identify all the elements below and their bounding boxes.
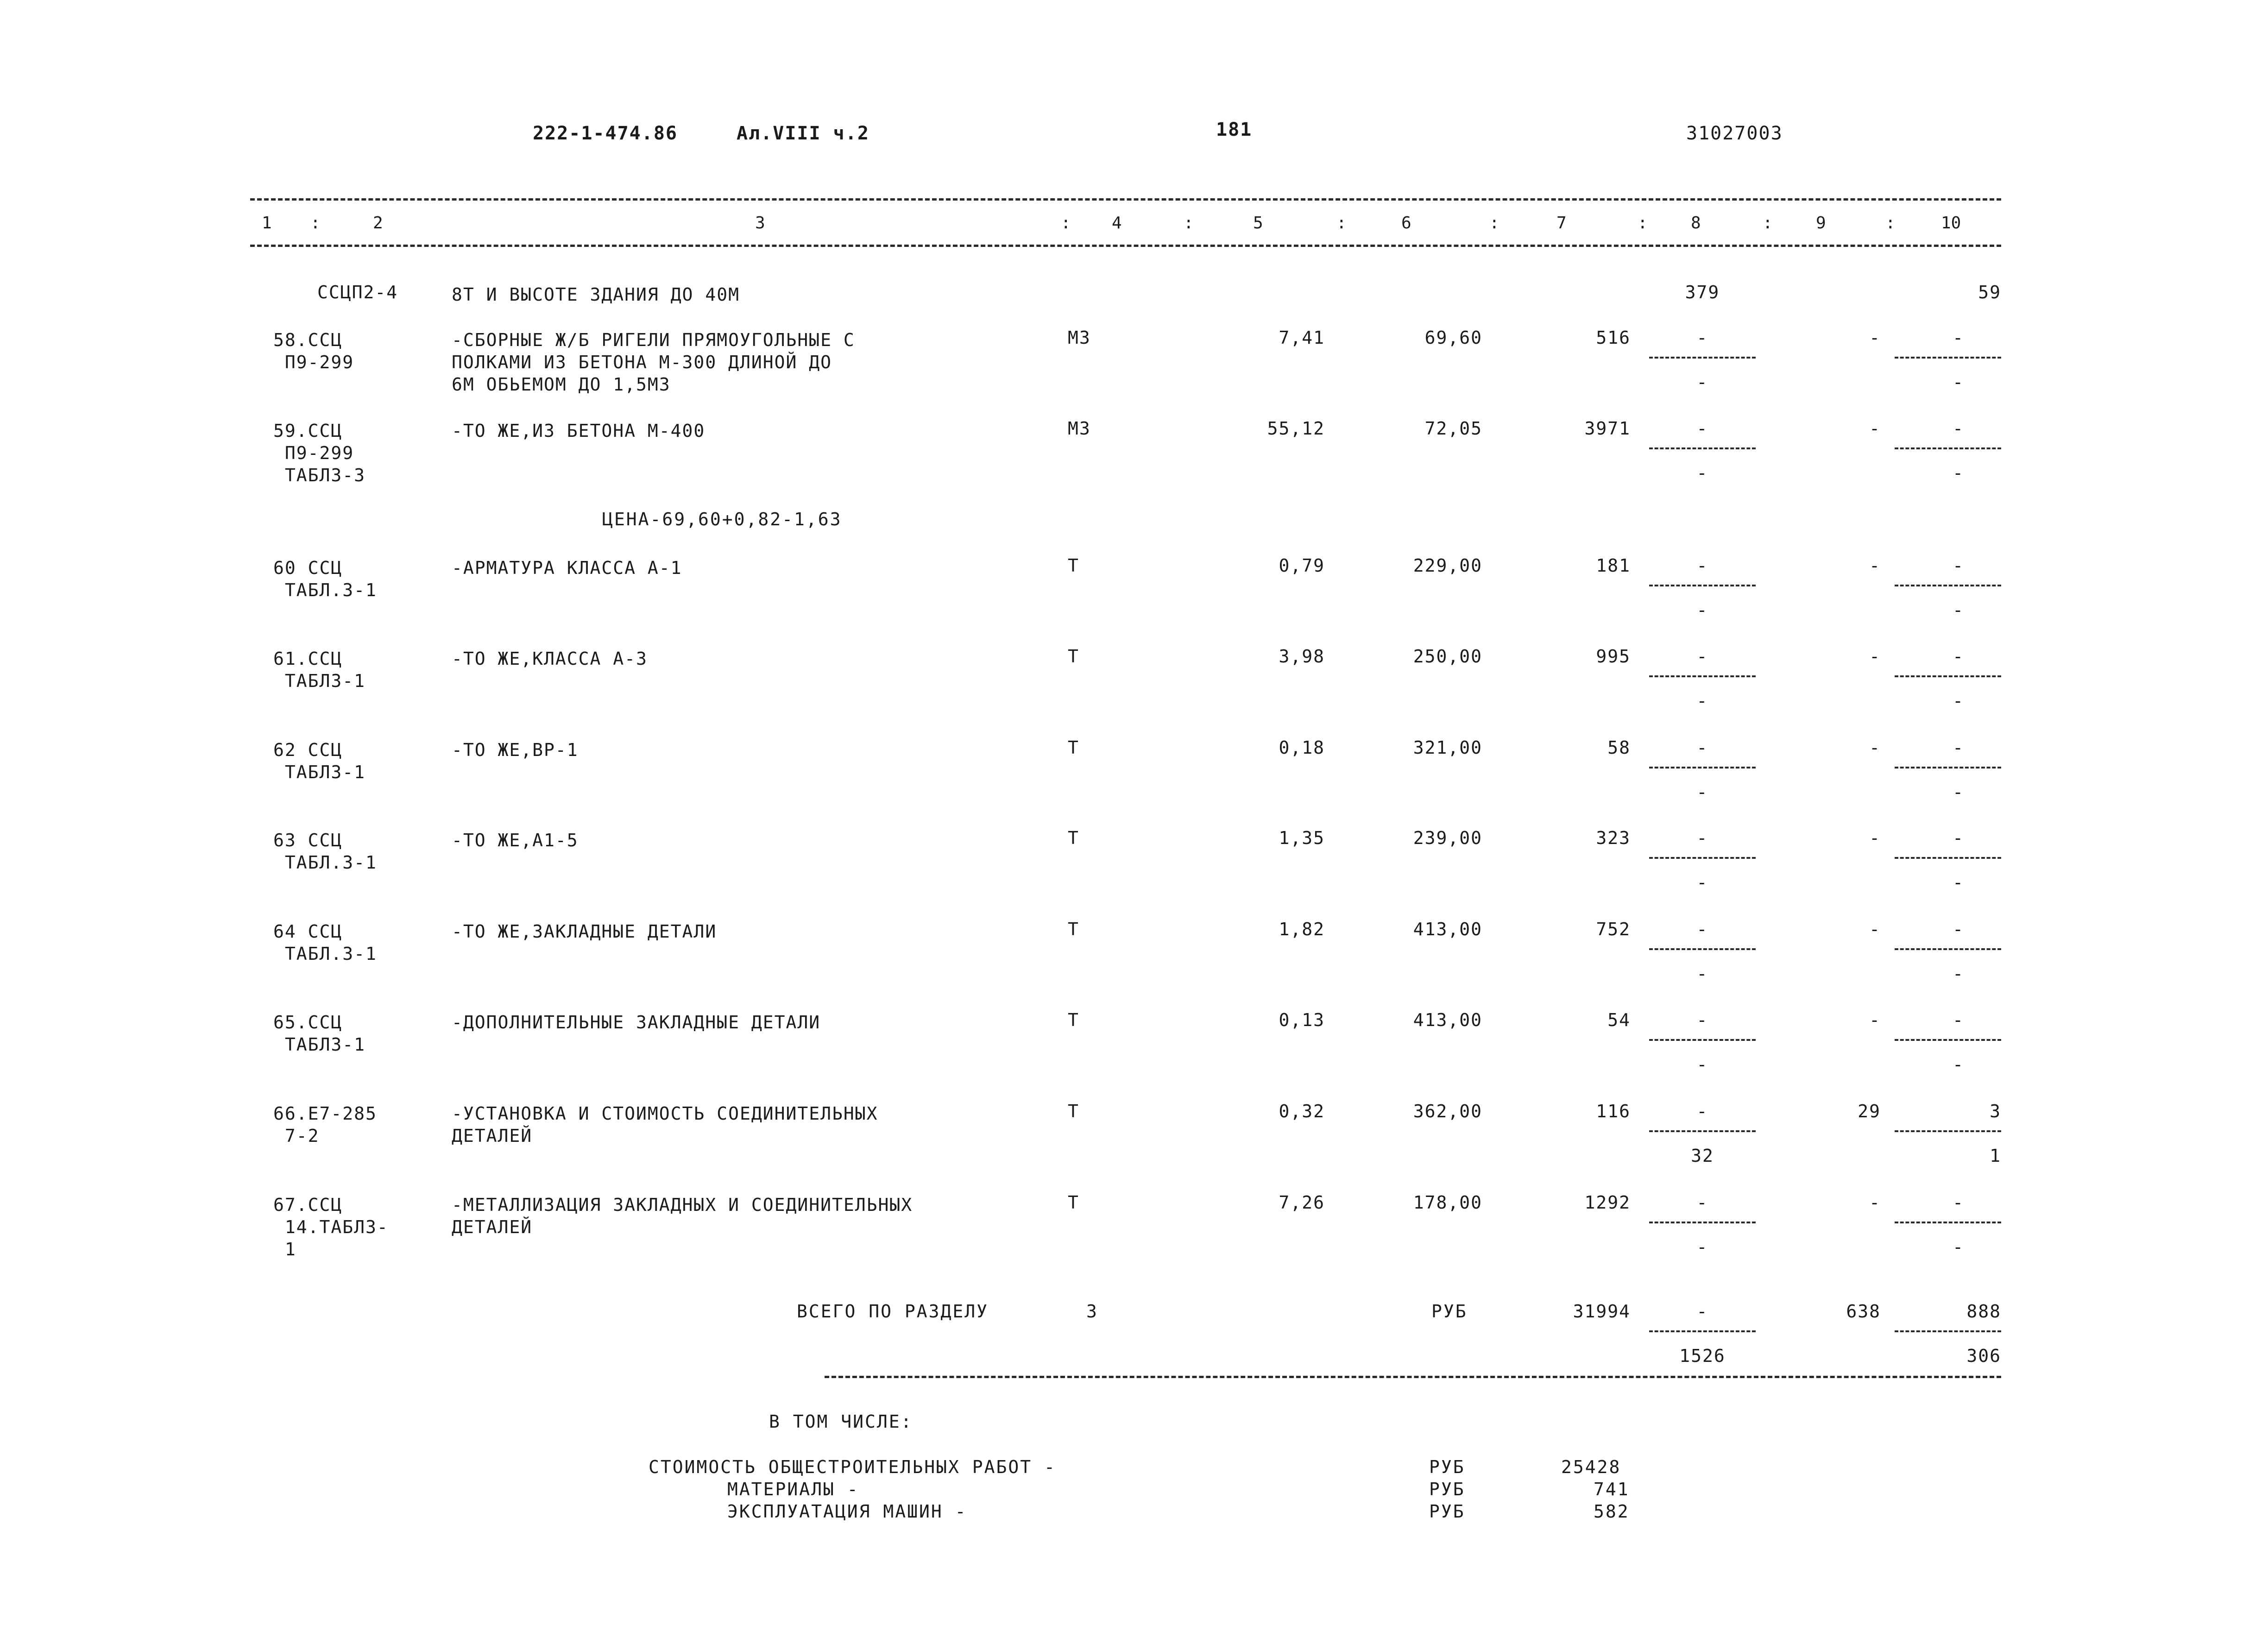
row-code: 60 ССЦ ТАБЛ.3-1 xyxy=(273,558,377,600)
row-col10-bottom: - xyxy=(1953,691,1964,711)
row-total: 181 xyxy=(1596,555,1631,576)
fraction-line xyxy=(1895,857,2001,859)
section-code: ССЦП2-4 xyxy=(317,282,398,302)
row-col8-top: - xyxy=(1696,1101,1708,1121)
row-code: 58.ССЦ П9-299 xyxy=(273,330,354,372)
fraction-line xyxy=(1895,675,2001,677)
row-unit-price: 72,05 xyxy=(1424,418,1482,439)
col-sep: : xyxy=(310,214,321,233)
row-col9: - xyxy=(1869,737,1881,758)
row-total: 116 xyxy=(1596,1101,1631,1121)
row-unit: Т xyxy=(1068,828,1079,848)
row-col8-top: - xyxy=(1696,646,1708,667)
row-col8-bottom: - xyxy=(1696,600,1708,620)
row-code: 63 ССЦ ТАБЛ.3-1 xyxy=(273,830,377,873)
col-number-2: 2 xyxy=(373,214,383,233)
row-code: 62 ССЦ ТАБЛ3-1 xyxy=(273,740,366,782)
row-total: 516 xyxy=(1596,328,1631,348)
col-sep: : xyxy=(1638,214,1648,233)
row-unit: М3 xyxy=(1068,328,1091,348)
total-col10-top: 888 xyxy=(1966,1301,2001,1322)
fraction-line xyxy=(1649,948,1756,950)
breakdown-label: СТОИМОСТЬ ОБЩЕСТРОИТЕЛЬНЫХ РАБОТ - xyxy=(649,1457,1056,1477)
breakdown-value: 582 xyxy=(1594,1501,1630,1522)
row-code: 65.ССЦ ТАБЛ3-1 xyxy=(273,1012,366,1055)
fraction-line xyxy=(1895,1222,2001,1223)
row-col10-bottom: - xyxy=(1953,782,1964,802)
breakdown-label: ЭКСПЛУАТАЦИЯ МАШИН - xyxy=(727,1501,967,1522)
col-sep: : xyxy=(1061,214,1071,233)
row-col8-top: - xyxy=(1696,1192,1708,1213)
row-unit: Т xyxy=(1068,1101,1079,1121)
total-col10-bottom: 306 xyxy=(1966,1346,2001,1366)
row-col10-top: - xyxy=(1953,646,1964,667)
row-col8-top: - xyxy=(1696,328,1708,348)
row-col10-bottom: - xyxy=(1953,872,1964,893)
fraction-line xyxy=(1895,1130,2001,1132)
fraction-line xyxy=(1895,585,2001,586)
row-col10-bottom: - xyxy=(1953,372,1964,392)
row-description: -СБОРНЫЕ Ж/Б РИГЕЛИ ПРЯМОУГОЛЬНЫЕ С ПОЛКАМИ ИЗ БЕТОНА М-300 ДЛИНОЙ ДО 6М ОБЬЕМОМ ДО 1,5М3 xyxy=(452,330,855,395)
total-label: ВСЕГО ПО РАЗДЕЛУ xyxy=(797,1301,989,1322)
row-col8-top: - xyxy=(1696,555,1708,576)
album-label: Ал.VIII ч.2 xyxy=(737,123,869,144)
fraction-line xyxy=(1895,948,2001,950)
row-unit-price: 69,60 xyxy=(1424,328,1482,348)
row-col8-bottom: - xyxy=(1696,872,1708,893)
row-col8-top: - xyxy=(1696,828,1708,848)
row-quantity: 3,98 xyxy=(1279,646,1325,667)
row-total: 54 xyxy=(1607,1010,1631,1030)
row-col10-top: - xyxy=(1953,555,1964,576)
fraction-line xyxy=(1895,767,2001,768)
row-col8-top: - xyxy=(1696,418,1708,439)
row-col10-bottom: - xyxy=(1953,463,1964,483)
row-col10-bottom: - xyxy=(1953,964,1964,984)
row-col10-top: - xyxy=(1953,1010,1964,1030)
row-code: 67.ССЦ 14.ТАБЛ3- 1 xyxy=(273,1195,389,1260)
col-sep: : xyxy=(1336,214,1347,233)
row-unit-price: 321,00 xyxy=(1413,737,1482,758)
row-total: 3971 xyxy=(1584,418,1631,439)
row-col9: - xyxy=(1869,1010,1881,1030)
row-col10-bottom: - xyxy=(1953,600,1964,620)
row-total: 995 xyxy=(1596,646,1631,667)
fraction-line xyxy=(1895,357,2001,359)
col-sep: : xyxy=(1763,214,1773,233)
row-code: 61.ССЦ ТАБЛ3-1 xyxy=(273,649,366,691)
document-number: 31027003 xyxy=(1686,123,1783,144)
row-description: -АРМАТУРА КЛАССА А-1 xyxy=(452,558,682,578)
total-unit: РУБ xyxy=(1431,1301,1468,1322)
col-number-8: 8 xyxy=(1691,214,1701,233)
row-unit-price: 229,00 xyxy=(1413,555,1482,576)
row-col8-bottom: - xyxy=(1696,964,1708,984)
row-unit: М3 xyxy=(1068,418,1091,439)
row-description: -МЕТАЛЛИЗАЦИЯ ЗАКЛАДНЫХ И СОЕДИНИТЕЛЬНЫХ ДЕТАЛЕЙ xyxy=(452,1195,913,1237)
breakdown-heading: В ТОМ ЧИСЛЕ: xyxy=(769,1411,913,1432)
row-col8-bottom: - xyxy=(1696,1237,1708,1257)
col-number-4: 4 xyxy=(1112,214,1122,233)
row-col10-bottom: 1 xyxy=(1990,1146,2001,1166)
col-sep: : xyxy=(1184,214,1194,233)
col-sep: : xyxy=(1489,214,1499,233)
row-total: 1292 xyxy=(1584,1192,1631,1213)
row-unit: Т xyxy=(1068,1010,1079,1030)
row-col8-top: - xyxy=(1696,1010,1708,1030)
total-section-number: 3 xyxy=(1086,1301,1098,1322)
row-unit: Т xyxy=(1068,1192,1079,1213)
row-col10-top: - xyxy=(1953,737,1964,758)
col-number-3: 3 xyxy=(755,214,765,233)
row-col10-bottom: - xyxy=(1953,1237,1964,1257)
row-unit-price: 250,00 xyxy=(1413,646,1482,667)
row-description: -УСТАНОВКА И СТОИМОСТЬ СОЕДИНИТЕЛЬНЫХ ДЕТАЛЕЙ xyxy=(452,1103,878,1146)
row-description: -ТО ЖЕ,А1-5 xyxy=(452,830,579,850)
row-col10-bottom: - xyxy=(1953,1054,1964,1075)
table-header-rule xyxy=(250,245,2001,247)
row-code: 59.ССЦ П9-299 ТАБЛ3-3 xyxy=(273,421,366,485)
row-col9: 29 xyxy=(1858,1101,1881,1121)
row-col8-bottom: - xyxy=(1696,372,1708,392)
row-quantity: 7,26 xyxy=(1279,1192,1325,1213)
row-quantity: 7,41 xyxy=(1279,328,1325,348)
row-code: 66.Е7-285 7-2 xyxy=(273,1103,377,1146)
row-unit: Т xyxy=(1068,646,1079,667)
row-description: -ТО ЖЕ,ИЗ БЕТОНА М-400 xyxy=(452,421,706,441)
breakdown-unit: РУБ xyxy=(1429,1501,1465,1522)
row-description: -ТО ЖЕ,ЗАКЛАДНЫЕ ДЕТАЛИ xyxy=(452,921,717,942)
fraction-line xyxy=(1649,767,1756,768)
breakdown-unit: РУБ xyxy=(1429,1479,1465,1499)
fraction-line xyxy=(1649,1039,1756,1041)
fraction-line xyxy=(1895,1039,2001,1041)
row-unit-price: 178,00 xyxy=(1413,1192,1482,1213)
row-quantity: 0,32 xyxy=(1279,1101,1325,1121)
total-col8-top: - xyxy=(1696,1301,1708,1322)
col-sep: : xyxy=(1885,214,1896,233)
row-total: 323 xyxy=(1596,828,1631,848)
fraction-line xyxy=(1649,447,1756,449)
row-col10-top: - xyxy=(1953,328,1964,348)
section-text: 8Т И ВЫСОТЕ ЗДАНИЯ ДО 40М xyxy=(452,284,740,305)
row-col9: - xyxy=(1869,828,1881,848)
row-col10-top: - xyxy=(1953,1192,1964,1213)
row-description: -ДОПОЛНИТЕЛЬНЫЕ ЗАКЛАДНЫЕ ДЕТАЛИ xyxy=(452,1012,821,1033)
row-col8-bottom: - xyxy=(1696,691,1708,711)
fraction-line xyxy=(1649,1130,1756,1132)
row-quantity: 0,18 xyxy=(1279,737,1325,758)
col-number-5: 5 xyxy=(1253,214,1263,233)
fraction-line xyxy=(1649,857,1756,859)
row-col10-top: - xyxy=(1953,828,1964,848)
section-col8: 379 xyxy=(1685,282,1720,302)
breakdown-value: 25428 xyxy=(1561,1457,1621,1477)
row-col8-bottom: - xyxy=(1696,463,1708,483)
row-quantity: 1,82 xyxy=(1279,919,1325,939)
col-number-9: 9 xyxy=(1816,214,1826,233)
row-quantity: 0,13 xyxy=(1279,1010,1325,1030)
table-top-rule xyxy=(250,198,2001,201)
row-col10-top: - xyxy=(1953,919,1964,939)
row-unit-price: 413,00 xyxy=(1413,919,1482,939)
page-number: 181 xyxy=(1216,119,1253,140)
total-rule xyxy=(825,1376,2001,1378)
breakdown-label: МАТЕРИАЛЫ - xyxy=(727,1479,859,1499)
row-unit-price: 239,00 xyxy=(1413,828,1482,848)
total-col8-bottom: 1526 xyxy=(1679,1346,1726,1366)
row-description: -ТО ЖЕ,ВР-1 xyxy=(452,740,579,760)
row-col8-bottom: 32 xyxy=(1691,1146,1714,1166)
document-code: 222-1-474.86 xyxy=(533,123,678,144)
row-total: 58 xyxy=(1607,737,1631,758)
total-value: 31994 xyxy=(1573,1301,1631,1322)
row-quantity: 0,79 xyxy=(1279,555,1325,576)
row-unit: Т xyxy=(1068,919,1079,939)
col-number-1: 1 xyxy=(262,214,272,233)
fraction-line xyxy=(1649,585,1756,586)
fraction-line xyxy=(1895,447,2001,449)
section-col10: 59 xyxy=(1978,282,2001,302)
col-number-10: 10 xyxy=(1941,214,1961,233)
fraction-line xyxy=(1649,1330,1756,1332)
row-col9: - xyxy=(1869,1192,1881,1213)
total-col9: 638 xyxy=(1846,1301,1881,1322)
fraction-line xyxy=(1649,1222,1756,1223)
row-total: 752 xyxy=(1596,919,1631,939)
row-col8-bottom: - xyxy=(1696,782,1708,802)
row-unit: Т xyxy=(1068,737,1079,758)
fraction-line xyxy=(1649,357,1756,359)
row-code: 64 ССЦ ТАБЛ.3-1 xyxy=(273,921,377,964)
row-quantity: 55,12 xyxy=(1267,418,1325,439)
fraction-line xyxy=(1649,675,1756,677)
price-note: ЦЕНА-69,60+0,82-1,63 xyxy=(602,509,842,529)
row-col9: - xyxy=(1869,555,1881,576)
row-col8-top: - xyxy=(1696,737,1708,758)
row-description: -ТО ЖЕ,КЛАССА А-3 xyxy=(452,649,648,669)
row-col9: - xyxy=(1869,418,1881,439)
breakdown-value: 741 xyxy=(1594,1479,1630,1499)
row-col8-top: - xyxy=(1696,919,1708,939)
row-col10-top: 3 xyxy=(1990,1101,2001,1121)
col-number-7: 7 xyxy=(1556,214,1567,233)
row-col9: - xyxy=(1869,328,1881,348)
row-unit: Т xyxy=(1068,555,1079,576)
row-col8-bottom: - xyxy=(1696,1054,1708,1075)
breakdown-unit: РУБ xyxy=(1429,1457,1465,1477)
row-col9: - xyxy=(1869,919,1881,939)
fraction-line xyxy=(1895,1330,2001,1332)
row-col10-top: - xyxy=(1953,418,1964,439)
col-number-6: 6 xyxy=(1401,214,1411,233)
row-col9: - xyxy=(1869,646,1881,667)
row-unit-price: 362,00 xyxy=(1413,1101,1482,1121)
row-quantity: 1,35 xyxy=(1279,828,1325,848)
row-unit-price: 413,00 xyxy=(1413,1010,1482,1030)
